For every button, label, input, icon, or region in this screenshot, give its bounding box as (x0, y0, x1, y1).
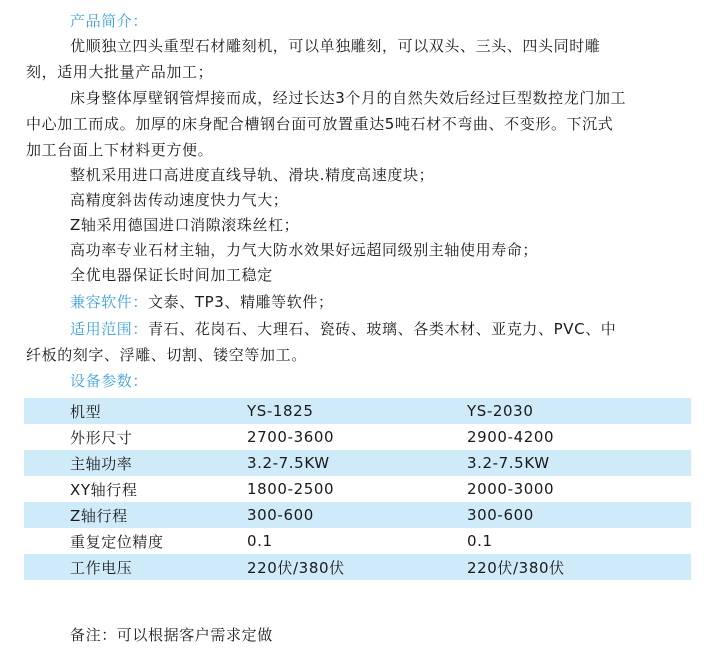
software-label: 兼容软件： (70, 293, 149, 311)
feature-line: 高精度斜齿传动速度快力气大； (70, 191, 289, 209)
param-value-model-2: 300-600 (467, 502, 691, 528)
param-value-model-1: YS-1825 (247, 398, 467, 424)
intro-line: 加工台面上下材料更方便。 (26, 141, 214, 159)
param-value-model-1: 2700-3600 (247, 428, 335, 446)
param-value-model-1: 1800-2500 (247, 480, 335, 498)
param-value-model-2: 220伏/380伏 (467, 554, 691, 580)
application-continuation: 纤板的刻字、浮雕、切割、镂空等加工。 (26, 346, 307, 364)
table-row (24, 528, 691, 554)
param-value-model-1: 300-600 (247, 502, 467, 528)
table-row (24, 554, 691, 580)
intro-heading: 产品简介： (70, 12, 149, 30)
param-name: XY轴行程 (70, 480, 138, 499)
params-heading: 设备参数： (70, 372, 149, 390)
intro-line: 优顺独立四头重型石材雕刻机，可以单独雕刻，可以双头、三头、四头同时雕 (70, 37, 601, 55)
param-value-model-1: 3.2-7.5KW (247, 450, 467, 476)
params-table (24, 398, 691, 580)
table-row (24, 424, 691, 450)
param-value-model-2: YS-2030 (467, 398, 691, 424)
feature-line: 全优电器保证长时间加工稳定 (70, 266, 273, 284)
param-name: Z轴行程 (24, 502, 247, 528)
param-name: 主轴功率 (24, 450, 247, 476)
param-value-model-2: 3.2-7.5KW (467, 450, 691, 476)
note: 备注：可以根据客户需求定做 (70, 626, 273, 644)
table-row (24, 398, 691, 424)
table-row (24, 476, 691, 502)
param-value-model-1: 0.1 (247, 532, 273, 550)
param-name: 重复定位精度 (70, 532, 164, 551)
param-name: 机型 (24, 398, 247, 424)
application-line (70, 320, 616, 338)
table-row (24, 502, 691, 528)
application-value: 青石、花岗石、大理石、瓷砖、玻璃、各类木材、亚克力、PVC、中 (148, 320, 617, 338)
param-name: 外形尺寸 (70, 428, 133, 447)
software-value: 文泰、TP3、精雕等软件； (148, 293, 334, 311)
feature-line: Z轴采用德国进口消隙滚珠丝杠； (70, 216, 300, 234)
param-value-model-2: 0.1 (467, 532, 493, 550)
intro-line: 床身整体厚壁钢管焊接而成，经过长达3个月的自然失效后经过巨型数控龙门加工 (70, 89, 627, 107)
feature-line: 整机采用进口高进度直线导轨、滑块.精度高速度块； (70, 166, 435, 184)
intro-line: 中心加工而成。加厚的床身配合槽钢台面可放置重达5吨石材不弯曲、不变形。下沉式 (26, 115, 614, 133)
table-row (24, 450, 691, 476)
param-value-model-2: 2900-4200 (467, 428, 555, 446)
feature-line: 高功率专业石材主轴，力气大防水效果好远超同级别主轴使用寿命； (70, 241, 539, 259)
software-line (70, 293, 334, 311)
param-value-model-2: 2000-3000 (467, 480, 555, 498)
param-value-model-1: 220伏/380伏 (247, 554, 467, 580)
param-name: 工作电压 (24, 554, 247, 580)
application-label: 适用范围： (70, 320, 149, 338)
intro-line: 刻，适用大批量产品加工； (26, 63, 214, 81)
